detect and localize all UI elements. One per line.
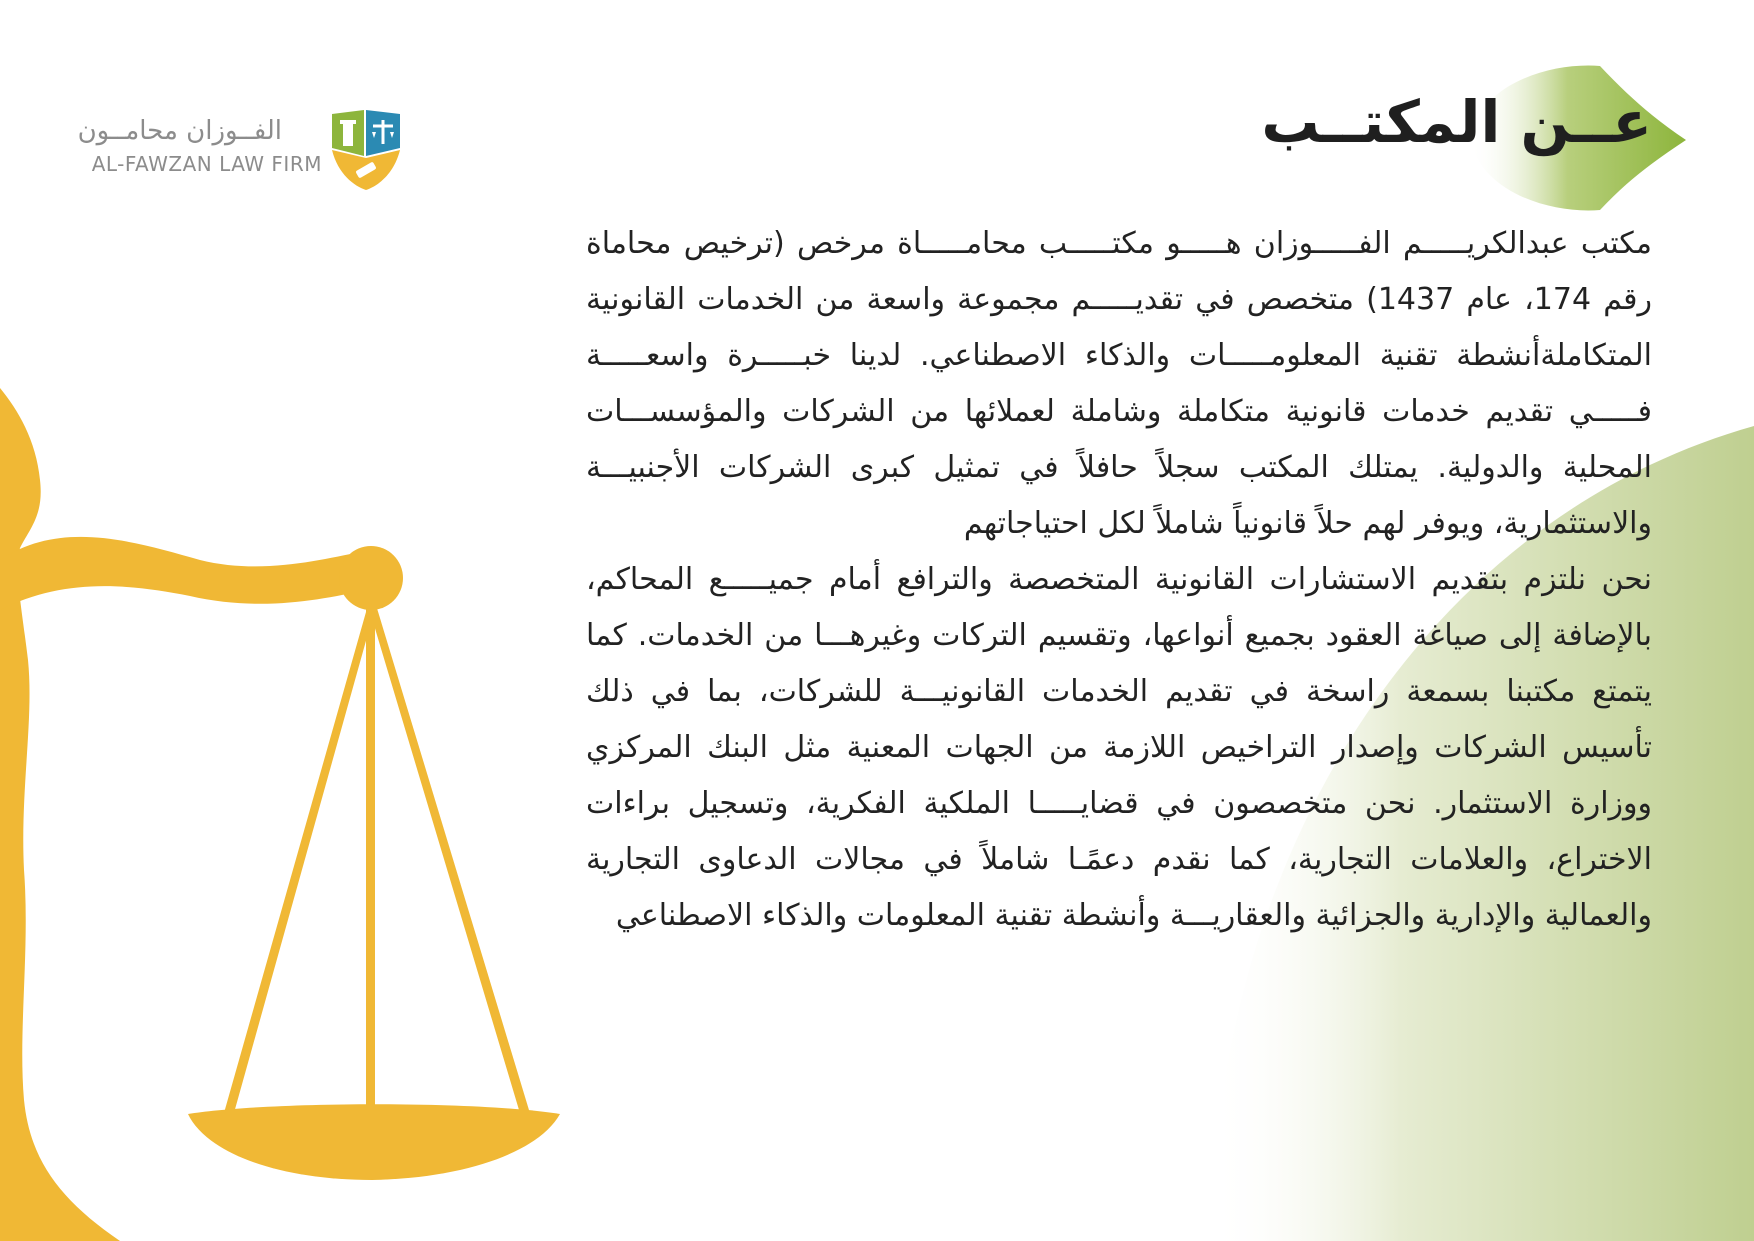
- logo-arabic-name: الفــوزان محامــون: [77, 116, 282, 146]
- logo-english-name: AL-FAWZAN LAW FIRM: [91, 152, 322, 176]
- paragraph-1: مكتب عبدالكريـــــم الفـــــوزان هـــــو مكتـــــب محامـــــاة مرخص (ترخيص محاماة رقم 174، عام 1437) متخصص في تقديـــــم مجموعة واسعة من الخدمات القانونية المتكاملةأنشطة تقنية المعلومـــــات والذكاء الاصطناعي. لدينا خبـــــرة واسعـــــة فـــــي تقديم خدمات قانونية متكاملة وشاملة لعملائها من الشركات والمؤسســـات المحلية والدولية. يمتلك المكتب سجلاً حافلاً في تمثيل كبرى الشركات الأجنبيـــة والاستثمارية، ويوفر لهم حلاً قانونياً شاملاً لكل احتياجاتهم: [586, 226, 1652, 541]
- firm-logo: [77, 108, 418, 192]
- logo-emblem-icon: [328, 108, 404, 192]
- about-text: [586, 216, 1652, 944]
- paragraph-2: نحن نلتزم بتقديم الاستشارات القانونية المتخصصة والترافع أمام جميـــــع المحاكم، بالإضافة إلى صياغة العقود بجميع أنواعها، وتقسيم التركات وغيرهـــا من الخدمات. كما يتمتع مكتبنا بسمعة راسخة في تقديم الخدمات القانونيـــة للشركات، بما في ذلك تأسيس الشركات وإصدار التراخيص اللازمة من الجهات المعنية مثل البنك المركزي ووزارة الاستثمار. نحن متخصصون في قضايـــــا الملكية الفكرية، وتسجيل براءات الاختراع، والعلامات التجارية، كما نقدم دعمًـا شاملاً في مجالات الدعاوى التجارية والعمالية والإدارية والجزائية والعقاريـــة وأنشطة تقنية المعلومات والذكاء الاصطناعي: [586, 562, 1652, 933]
- page-title: عــن المكتــب: [1261, 88, 1652, 156]
